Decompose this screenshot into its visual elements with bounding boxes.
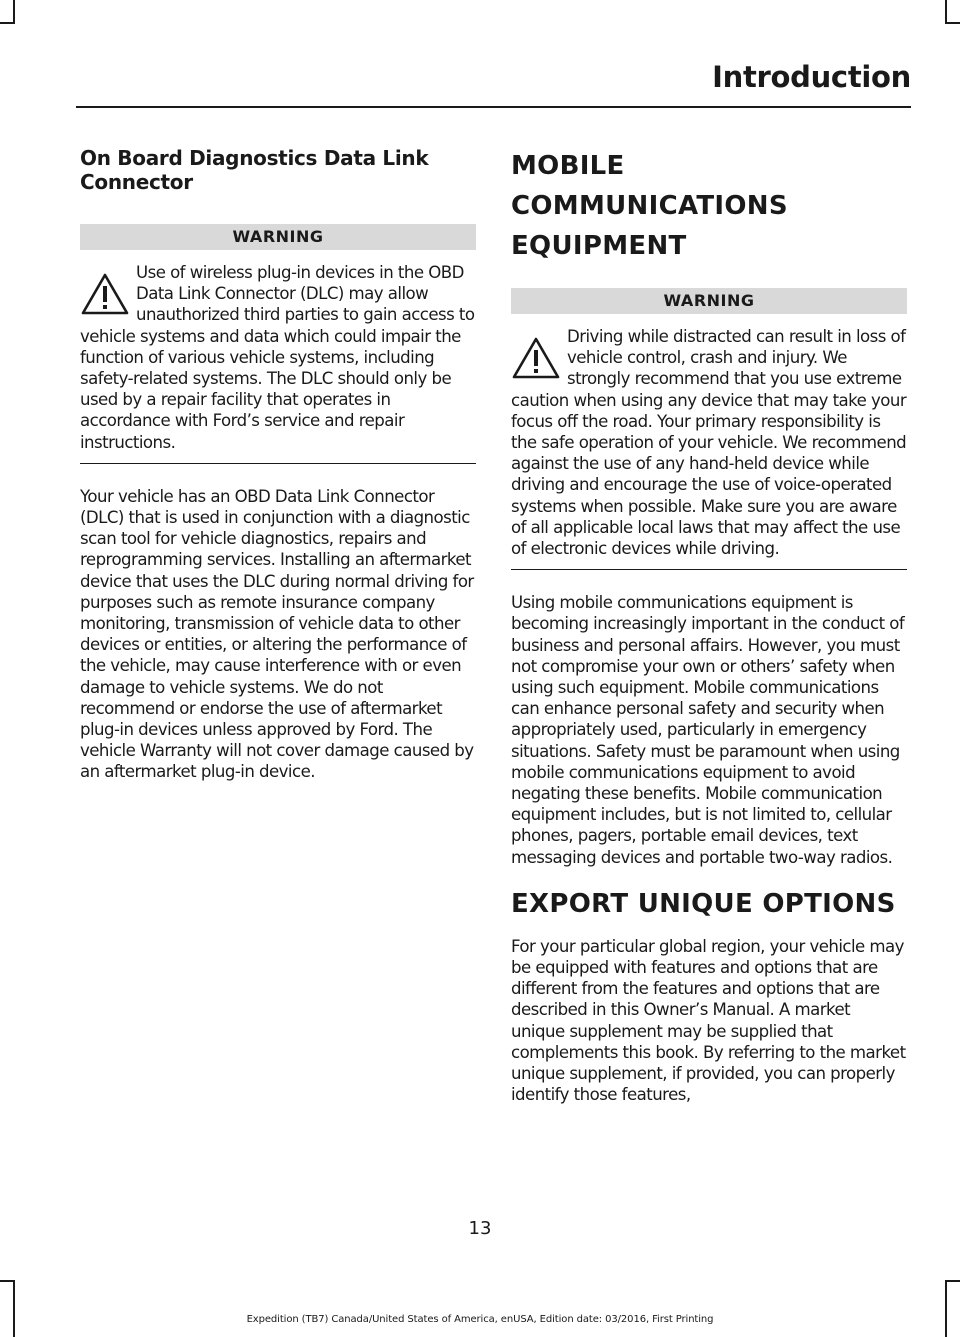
- obd-heading: On Board Diagnostics Data Link Connector: [80, 146, 429, 194]
- mobile-paragraph: Using mobile communications equipment is becoming increasingly important in the conduct of business and personal affairs. However, you must not compromise your own or others’ safety when using such equipment. Mobile communications can enhance personal safety and security when appropriately used, particularly in emergency situations. Safety must be paramount when using mobile communications equipment to avoid negating these benefits. Mobile communication equipment includes, but is not limited to, cellular phones, pagers, portable email devices, text messaging devices and portable two-way radios.: [511, 593, 905, 867]
- warning-triangle-icon: [511, 336, 561, 380]
- crop-mark: [945, 22, 960, 24]
- mobile-warning: [511, 326, 907, 559]
- crop-mark: [13, 1280, 15, 1337]
- right-column: [511, 146, 907, 1128]
- left-column: [80, 146, 476, 805]
- obd-warning: [80, 262, 476, 453]
- warning-divider: [80, 463, 476, 464]
- header-rule: [76, 106, 911, 108]
- crop-mark: [0, 1280, 15, 1282]
- crop-mark: [13, 0, 15, 24]
- crop-mark: [945, 1280, 960, 1282]
- crop-mark: [945, 0, 947, 24]
- warning-triangle-icon: [80, 272, 130, 316]
- footer-edition-info: Expedition (TB7) Canada/United States of America, enUSA, Edition date: 03/2016, First Printing: [246, 1314, 714, 1325]
- crop-mark: [945, 1280, 947, 1337]
- export-heading: EXPORT UNIQUE OPTIONS: [511, 888, 896, 919]
- page-number: 13: [468, 1218, 492, 1239]
- warning-text: Driving while distracted can result in loss of vehicle control, crash and injury. We strongly recommend that you use extreme caution when using any device that may take your focus off the road. Your primary responsibility is the safe operation of your vehicle. We recommend against the use of any hand-held device while driving and encourage the use of voice-operated systems when possible. Make sure you are aware of all applicable local laws that may affect the use of electronic devices while driving.: [511, 327, 907, 559]
- obd-paragraph: Your vehicle has an OBD Data Link Connector (DLC) that is used in conjunction with a diagnostic scan tool for vehicle diagnostics, repairs and reprogramming services. Installing an aftermarket device that uses the DLC during normal driving for purposes such as remote insurance company monitoring, transmission of vehicle data to other devices or entities, or altering the performance of the vehicle, may cause interference with or even damage to vehicle systems. We do not recommend or endorse the use of aftermarket plug-in devices unless approved by Ford. The vehicle Warranty will not cover damage caused by an aftermarket plug-in device.: [80, 486, 474, 782]
- page-title: Introduction: [712, 60, 911, 94]
- mobile-heading: MOBILE COMMUNICATIONS EQUIPMENT: [511, 151, 788, 261]
- export-paragraph: For your particular global region, your vehicle may be equipped with features and options that are different from the features and options that are described in this Owner’s Manual. A market unique supplement may be supplied that complements this book. By referring to the market unique supplement, if provided, you can properly identify those features,: [511, 936, 906, 1105]
- warning-text: Use of wireless plug-in devices in the OBD Data Link Connector (DLC) may allow unauthorized third parties to gain access to vehicle systems and data which could impair the function of various vehicle systems, including safety-related systems. The DLC should only be used by a repair facility that operates in accordance with Ford’s service and repair instructions.: [80, 263, 475, 452]
- warning-divider: [511, 569, 907, 570]
- warning-label: WARNING: [511, 288, 907, 314]
- crop-mark: [0, 22, 15, 24]
- warning-label: WARNING: [80, 224, 476, 250]
